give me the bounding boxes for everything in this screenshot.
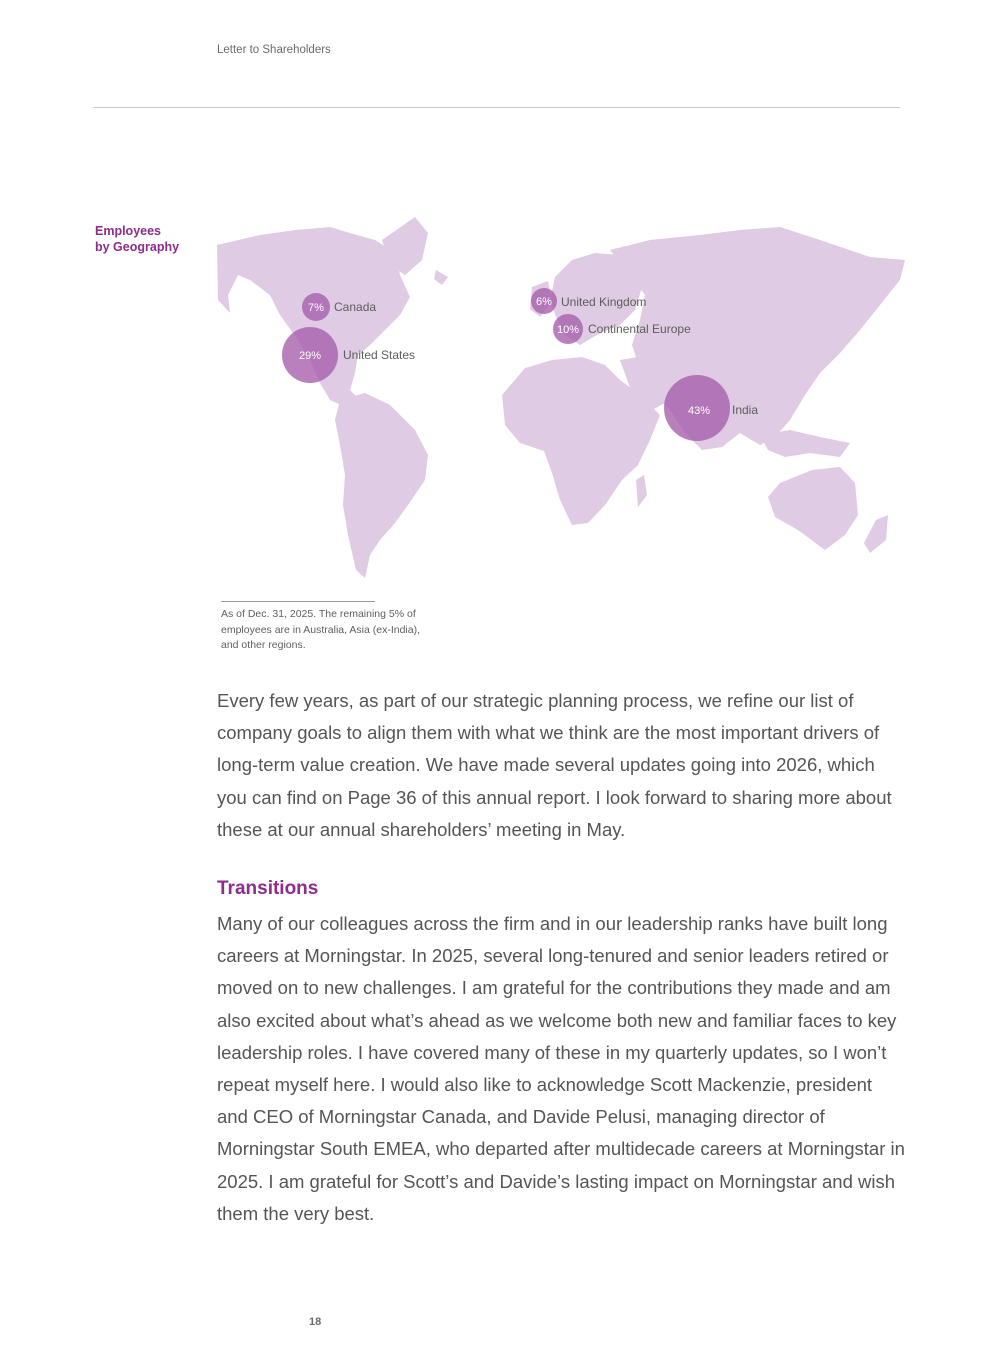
region-name-united-kingdom: United Kingdom bbox=[561, 295, 647, 309]
world-map-svg bbox=[200, 205, 920, 595]
chart-label bbox=[95, 223, 205, 255]
landmasses bbox=[217, 217, 905, 578]
header-divider bbox=[93, 107, 900, 108]
chart-label-line-1: Employees bbox=[95, 224, 162, 238]
landmass-arctic-islet bbox=[434, 270, 448, 285]
bubble-label-canada: 7% bbox=[308, 302, 324, 314]
bubble-label-united-states: 29% bbox=[298, 350, 322, 362]
region-name-united-states: United States bbox=[343, 348, 416, 362]
employees-world-map bbox=[200, 205, 920, 595]
body-paragraph-goals: Every few years, as part of our strategic planning process, we refine our list of company goals to align them with what we think are the most important drivers of long-term value creation. We have made several updates going into 2026, which you can find on Page 36 of this annual report. I look forward to sharing more about these at our annual shareholders’ meeting in May. bbox=[217, 690, 892, 840]
section-heading-transitions: Transitions bbox=[217, 878, 319, 899]
page-number: 18 bbox=[309, 1316, 322, 1328]
landmass-southeast-asia bbox=[760, 430, 850, 457]
landmass-australia bbox=[768, 467, 858, 550]
chart-footnote: As of Dec. 31, 2025. The remaining 5% of employees are in Australia, Asia (ex-India), and other regions. bbox=[221, 608, 421, 651]
landmass-south-america bbox=[335, 393, 428, 578]
region-name-canada: Canada bbox=[334, 300, 377, 314]
bubble-label-united-kingdom: 6% bbox=[536, 296, 552, 308]
body-paragraph-transitions: Many of our colleagues across the firm and in our leadership ranks have built long careers at Morningstar. In 2025, several long-tenured and senior leaders retired or moved on to new challenges. I am grateful for the contributions they made and am also excited about what’s ahead as we welcome both new and familiar faces to key leadership roles. I have covered many of these in my quarterly updates, so I won’t repeat myself here. I would also like to acknowledge Scott Mackenzie, president and CEO of Morningstar Canada, and Davide Pelusi, managing director of Morningstar South EMEA, who departed after multidecade careers at Morningstar in 2025. I am grateful for Scott’s and Davide’s lasting impact on Morningstar and wish them the very best. bbox=[217, 913, 905, 1224]
chart-label-line-2: by Geography bbox=[95, 240, 180, 254]
landmass-new-zealand bbox=[864, 515, 888, 553]
bubble-label-india: 43% bbox=[687, 405, 711, 417]
footnote-divider bbox=[221, 601, 375, 602]
region-name-continental-europe: Continental Europe bbox=[588, 322, 691, 336]
bubble-label-continental-europe: 10% bbox=[556, 324, 580, 336]
landmass-madagascar bbox=[636, 475, 647, 507]
running-header-title: Letter to Shareholders bbox=[217, 44, 331, 56]
region-name-india: India bbox=[732, 403, 759, 417]
